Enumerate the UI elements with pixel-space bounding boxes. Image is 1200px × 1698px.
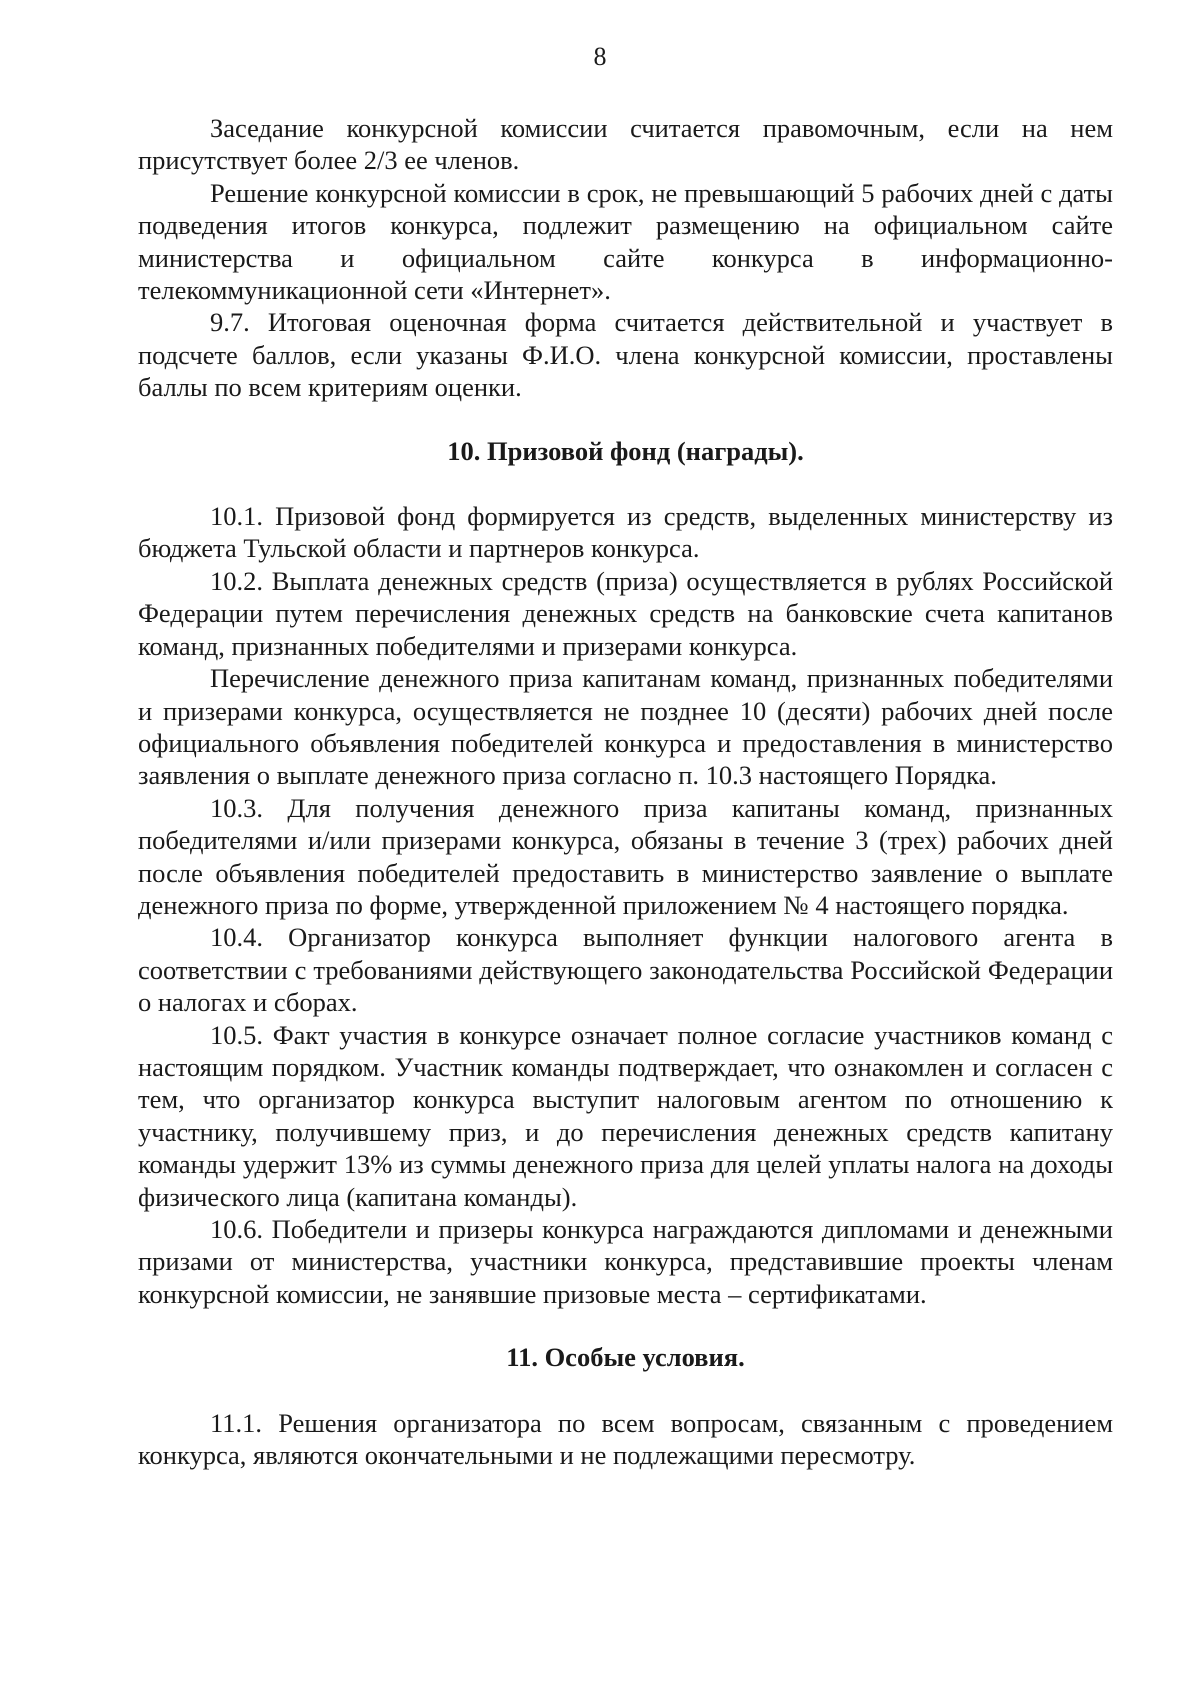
paragraph-10-5: 10.5. Факт участия в конкурсе означает полное согласие участников команд с настоящим порядком. Участник команды подтверждает, что ознакомлен и согласен с тем, что организатор конкурса выступит налоговым агентом по отношению к участнику, получившему приз, и до перечисления денежных средств капитану команды удержит 13% из суммы денежного приза для целей уплаты налога на доходы физического лица (капитана команды). [138, 1019, 1113, 1212]
page-number: 8 [593, 42, 607, 71]
paragraph-10-3: 10.3. Для получения денежного приза капитаны команд, признанных победителями и/или призерами конкурса, обязаны в течение 3 (трех) рабочих дней после объявления победителей предоставить в министерство заявление о выплате денежного приза по форме, утвержденной приложением № 4 настоящего порядка. [138, 792, 1113, 920]
paragraph-9-7-evaluation-form: 9.7. Итоговая оценочная форма считается действительной и участвует в подсчете баллов, если указаны Ф.И.О. члена конкурсной комиссии, проставлены баллы по всем критериям оценки. [138, 307, 1113, 403]
spacer [138, 1374, 1113, 1407]
paragraph-commission-decision-publication: Решение конкурсной комиссии в срок, не превышающий 5 рабочих дней с даты подведения итогов конкурса, подлежит размещению на официальном сайте министерства и официальном сайте конкурса в информационно-телекоммуникационной сети «Интернет». [138, 177, 1113, 306]
paragraph-prize-transfer: Перечисление денежного приза капитанам команд, признанных победителями и призерами конкурса, осуществляется не позднее 10 (десяти) рабочих дней после официального объявления победителей конкурса и предоставления в министерство заявления о выплате денежного приза согласно п. 10.3 настоящего Порядка. [138, 663, 1113, 791]
paragraph-10-4: 10.4. Организатор конкурса выполняет функции налогового агента в соответствии с требованиями действующего законодательства Российской Федерации о налогах и сборах. [138, 922, 1113, 1018]
spacer [138, 467, 1113, 500]
document-body [138, 112, 1113, 1471]
paragraph-10-2: 10.2. Выплата денежных средств (приза) осуществляется в рублях Российской Федерации путем перечисления денежных средств на банковские счета капитанов команд, признанных победителями и призерами конкурса. [138, 565, 1113, 661]
paragraph-11-1: 11.1. Решения организатора по всем вопросам, связанным с проведением конкурса, являются окончательными и не подлежащими пересмотру. [138, 1407, 1113, 1471]
paragraph-10-1: 10.1. Призовой фонд формируется из средств, выделенных министерству из бюджета Тульской области и партнеров конкурса. [138, 501, 1113, 564]
paragraph-10-6: 10.6. Победители и призеры конкурса награждаются дипломами и денежными призами от министерства, участники конкурса, представившие проекты членам конкурсной комиссии, не занявшие призовые места – сертификатами. [138, 1214, 1113, 1309]
section-heading-11: 11. Особые условия. [506, 1342, 745, 1373]
spacer [138, 404, 1113, 435]
section-heading-10: 10. Призовой фонд (награды). [447, 435, 804, 466]
spacer [138, 1310, 1113, 1341]
paragraph-commission-quorum: Заседание конкурсной комиссии считается правомочным, если на нем присутствует более 2/3 ее членов. [138, 113, 1113, 176]
